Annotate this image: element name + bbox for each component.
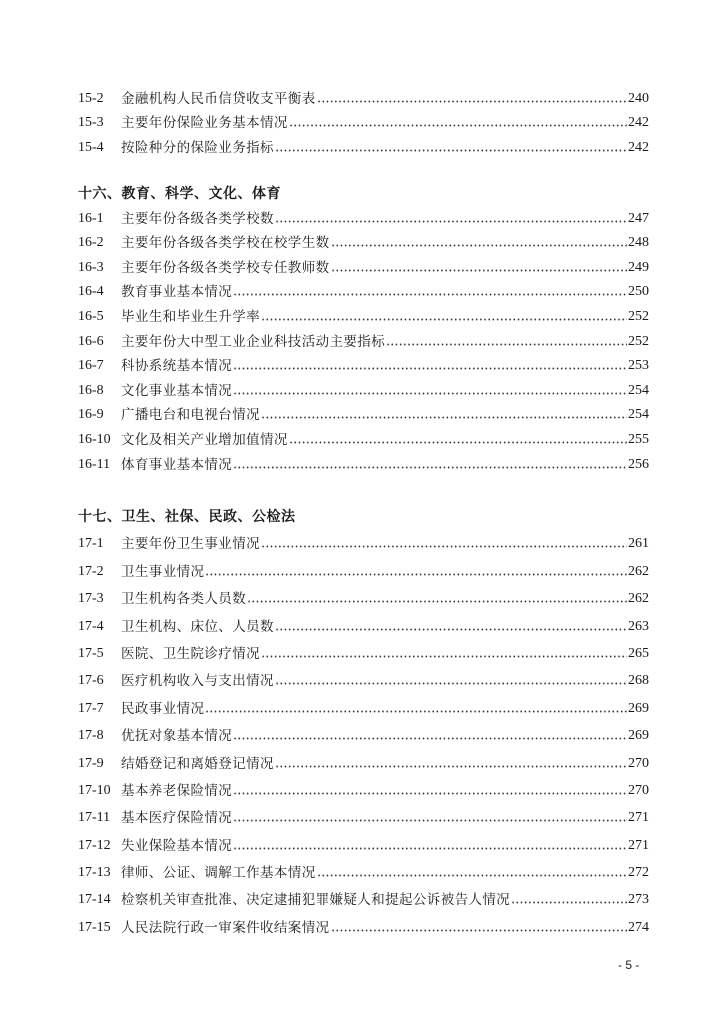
entry-number: 17-14 bbox=[78, 892, 111, 908]
entry-number: 17-13 bbox=[78, 865, 111, 881]
toc-entry[interactable] bbox=[78, 350, 649, 375]
toc-entry[interactable] bbox=[78, 552, 649, 579]
section-heading: 十六、教育、科学、文化、体育 bbox=[78, 186, 281, 202]
dot-leader bbox=[233, 847, 627, 850]
entry-page: 242 bbox=[628, 115, 649, 130]
entry-number: 17-12 bbox=[78, 837, 111, 853]
dot-leader bbox=[261, 655, 627, 658]
toc-entry[interactable] bbox=[78, 881, 649, 908]
dot-leader bbox=[233, 392, 627, 395]
entry-page: 268 bbox=[628, 673, 649, 689]
entry-number: 15-4 bbox=[78, 139, 104, 155]
toc-entry[interactable] bbox=[78, 635, 649, 662]
dot-leader bbox=[233, 466, 627, 469]
page-number: - 5 - bbox=[618, 958, 640, 972]
toc-entry[interactable] bbox=[78, 325, 649, 350]
entry-number: 16-7 bbox=[78, 358, 104, 374]
dot-leader bbox=[331, 929, 628, 932]
toc-entry[interactable] bbox=[78, 854, 649, 881]
entry-page: 269 bbox=[628, 728, 649, 744]
entry-page: 253 bbox=[628, 358, 649, 374]
entry-title: 医院、卫生院诊疗情况 bbox=[121, 645, 260, 662]
entry-title: 主要年份卫生事业情况 bbox=[121, 536, 260, 553]
entry-page: 249 bbox=[628, 259, 649, 275]
dot-leader bbox=[233, 792, 627, 795]
entry-title: 卫生事业情况 bbox=[121, 563, 205, 580]
toc-entry[interactable] bbox=[78, 131, 649, 156]
dot-leader bbox=[317, 874, 627, 877]
dot-leader bbox=[233, 293, 627, 296]
dot-leader bbox=[275, 765, 627, 768]
toc-section-15 bbox=[78, 82, 649, 156]
entry-number: 17-9 bbox=[78, 755, 104, 771]
dot-leader bbox=[275, 149, 627, 152]
entry-page: 273 bbox=[628, 892, 649, 908]
entry-number: 17-8 bbox=[78, 728, 104, 744]
dot-leader bbox=[261, 416, 627, 419]
dot-leader bbox=[331, 269, 628, 272]
entry-title: 毕业生和毕业生升学率 bbox=[121, 308, 260, 325]
entry-number: 15-3 bbox=[78, 115, 104, 130]
dot-leader bbox=[261, 545, 627, 548]
toc-entry[interactable] bbox=[78, 580, 649, 607]
entry-page: 242 bbox=[628, 139, 649, 155]
toc-entry[interactable] bbox=[78, 374, 649, 399]
dot-leader bbox=[386, 343, 627, 346]
dot-leader bbox=[289, 124, 627, 127]
entry-page: 270 bbox=[628, 782, 649, 798]
entry-number: 16-11 bbox=[78, 456, 111, 472]
entry-page: 265 bbox=[628, 645, 649, 661]
entry-title: 金融机构人民币信贷收支平衡表 bbox=[121, 90, 316, 107]
toc-entry[interactable] bbox=[78, 689, 649, 716]
entry-title: 教育事业基本情况 bbox=[121, 284, 233, 301]
entry-number: 16-6 bbox=[78, 333, 104, 349]
dot-leader bbox=[205, 573, 627, 576]
toc-entry[interactable] bbox=[78, 423, 649, 448]
entry-number: 16-5 bbox=[78, 308, 104, 324]
toc-entry[interactable] bbox=[78, 744, 649, 771]
entry-number: 16-4 bbox=[78, 284, 104, 300]
entry-page: 262 bbox=[628, 563, 649, 579]
entry-number: 16-2 bbox=[78, 235, 104, 251]
entry-page: 261 bbox=[628, 536, 649, 552]
entry-title: 基本医疗保险情况 bbox=[121, 810, 233, 827]
entry-number: 17-15 bbox=[78, 919, 111, 935]
entry-page: 269 bbox=[628, 700, 649, 716]
entry-title: 医疗机构收入与支出情况 bbox=[121, 673, 274, 690]
toc-entry[interactable] bbox=[78, 251, 649, 276]
dot-leader bbox=[511, 901, 627, 904]
toc-entry[interactable] bbox=[78, 202, 649, 227]
entry-page: 271 bbox=[628, 837, 649, 853]
entry-number: 17-2 bbox=[78, 563, 104, 579]
dot-leader bbox=[247, 600, 627, 603]
entry-title: 主要年份各级各类学校在校学生数 bbox=[121, 235, 330, 252]
entry-page: 252 bbox=[628, 308, 649, 324]
entry-number: 17-10 bbox=[78, 782, 111, 798]
toc-entry[interactable] bbox=[78, 448, 649, 473]
entry-number: 16-10 bbox=[78, 431, 111, 447]
dot-leader bbox=[205, 710, 627, 713]
entry-page: 256 bbox=[628, 456, 649, 472]
entry-number: 17-1 bbox=[78, 536, 104, 552]
dot-leader bbox=[261, 318, 627, 321]
toc-entry[interactable] bbox=[78, 826, 649, 853]
entry-title: 体育事业基本情况 bbox=[121, 456, 233, 473]
entry-page: 252 bbox=[628, 333, 649, 349]
entry-title: 卫生机构各类人员数 bbox=[121, 591, 247, 608]
dot-leader bbox=[233, 737, 627, 740]
toc-entry[interactable] bbox=[78, 607, 649, 634]
entry-number: 17-4 bbox=[78, 618, 104, 634]
toc-entry[interactable] bbox=[78, 276, 649, 301]
toc-entry[interactable] bbox=[78, 82, 649, 107]
entry-title: 民政事业情况 bbox=[121, 700, 205, 717]
toc-entry[interactable] bbox=[78, 772, 649, 799]
dot-leader bbox=[275, 628, 627, 631]
entry-page: 254 bbox=[628, 407, 649, 423]
entry-page: 255 bbox=[628, 431, 649, 447]
toc-section-16 bbox=[78, 176, 649, 473]
entry-title: 卫生机构、床位、人员数 bbox=[121, 618, 274, 635]
entry-title: 结婚登记和离婚登记情况 bbox=[121, 755, 274, 772]
entry-number: 16-9 bbox=[78, 407, 104, 423]
entry-number: 17-7 bbox=[78, 700, 104, 716]
entry-number: 15-2 bbox=[78, 90, 104, 106]
entry-title: 主要年份各级各类学校数 bbox=[121, 210, 274, 227]
entry-page: 263 bbox=[628, 618, 649, 634]
entry-title: 主要年份大中型工业企业科技活动主要指标 bbox=[121, 333, 386, 350]
entry-page: 271 bbox=[628, 810, 649, 826]
entry-page: 262 bbox=[628, 591, 649, 607]
entry-number: 17-6 bbox=[78, 673, 104, 689]
entry-number: 16-1 bbox=[78, 210, 104, 226]
dot-leader bbox=[233, 367, 627, 370]
dot-leader bbox=[331, 244, 628, 247]
entry-title: 失业保险基本情况 bbox=[121, 837, 233, 854]
entry-title: 广播电台和电视台情况 bbox=[121, 407, 260, 424]
toc-entry[interactable] bbox=[78, 300, 649, 325]
toc-entry[interactable] bbox=[78, 399, 649, 424]
toc-entry[interactable] bbox=[78, 662, 649, 689]
entry-number: 17-11 bbox=[78, 810, 111, 826]
toc-entry[interactable] bbox=[78, 717, 649, 744]
dot-leader bbox=[275, 220, 627, 223]
entry-page: 254 bbox=[628, 382, 649, 398]
entry-page: 240 bbox=[628, 90, 649, 106]
entry-title: 科协系统基本情况 bbox=[121, 358, 233, 375]
entry-title: 优抚对象基本情况 bbox=[121, 728, 233, 745]
entry-title: 文化事业基本情况 bbox=[121, 382, 233, 399]
toc-entry[interactable] bbox=[78, 525, 649, 552]
toc-entry[interactable] bbox=[78, 908, 649, 935]
entry-title: 律师、公证、调解工作基本情况 bbox=[121, 865, 316, 882]
entry-page: 250 bbox=[628, 284, 649, 300]
entry-number: 17-3 bbox=[78, 591, 104, 607]
entry-number: 16-8 bbox=[78, 382, 104, 398]
toc-section-17 bbox=[78, 500, 649, 936]
toc-entry[interactable] bbox=[78, 799, 649, 826]
entry-number: 16-3 bbox=[78, 259, 104, 275]
toc-entry[interactable] bbox=[78, 227, 649, 252]
entry-title: 人民法院行政一审案件收结案情况 bbox=[121, 919, 330, 936]
dot-leader bbox=[317, 100, 627, 103]
entry-page: 270 bbox=[628, 755, 649, 771]
dot-leader bbox=[233, 819, 627, 822]
entry-title: 主要年份各级各类学校专任教师数 bbox=[121, 259, 330, 276]
entry-page: 248 bbox=[628, 235, 649, 251]
entry-number: 17-5 bbox=[78, 645, 104, 661]
entry-page: 247 bbox=[628, 210, 649, 226]
dot-leader bbox=[289, 441, 627, 444]
entry-page: 272 bbox=[628, 865, 649, 881]
entry-title: 按险种分的保险业务指标 bbox=[121, 139, 274, 156]
entry-title: 文化及相关产业增加值情况 bbox=[121, 431, 288, 448]
entry-title: 基本养老保险情况 bbox=[121, 782, 233, 799]
entry-title: 检察机关审查批准、决定逮捕犯罪嫌疑人和提起公诉被告人情况 bbox=[121, 892, 511, 909]
toc-entry[interactable] bbox=[78, 107, 649, 132]
entry-page: 274 bbox=[628, 919, 649, 935]
dot-leader bbox=[275, 682, 627, 685]
entry-title: 主要年份保险业务基本情况 bbox=[121, 115, 288, 131]
section-heading: 十七、卫生、社保、民政、公检法 bbox=[78, 509, 296, 525]
